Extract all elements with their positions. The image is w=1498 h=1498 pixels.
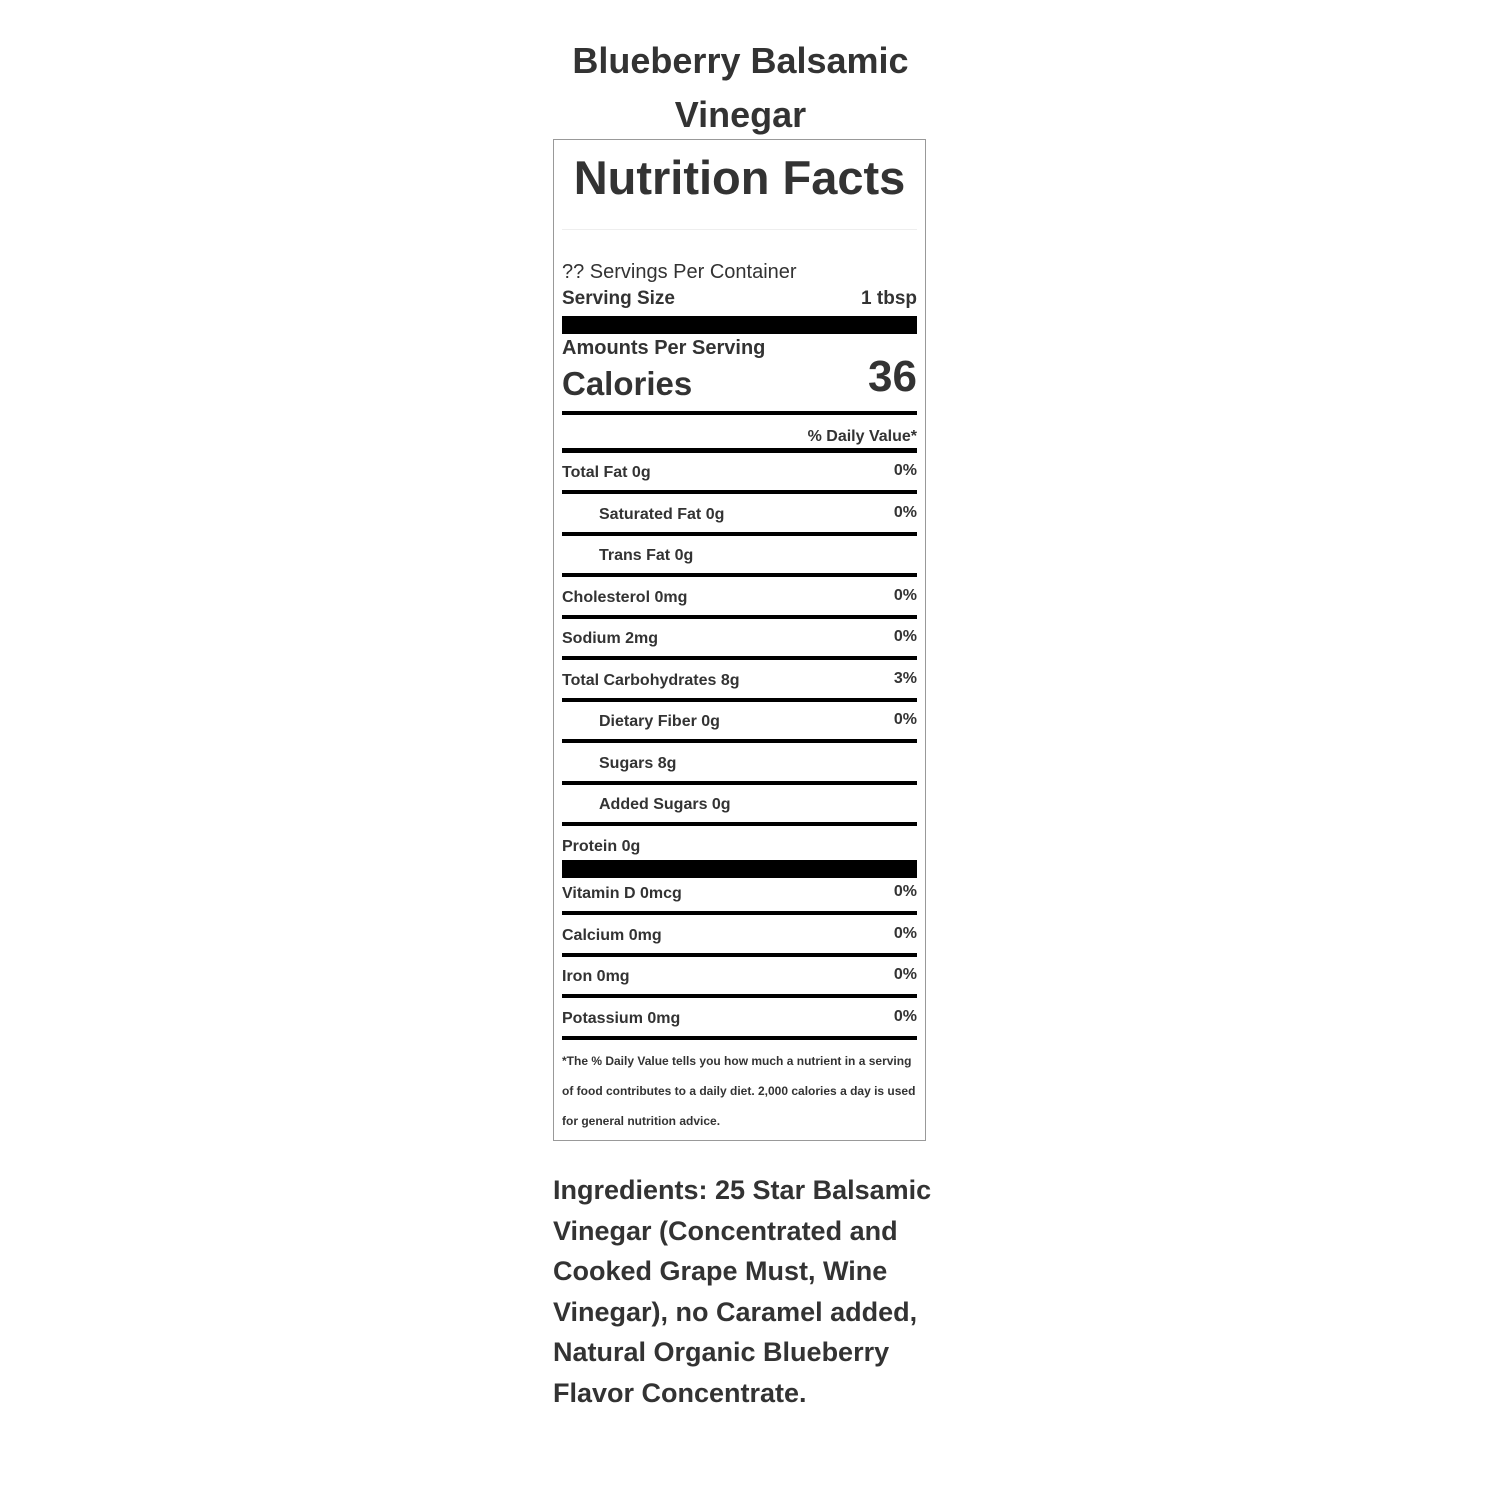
nutrient-daily-value: 0%	[893, 504, 917, 521]
nutrient-row	[562, 753, 917, 775]
nutrient-row	[562, 504, 917, 526]
thick-divider	[562, 316, 917, 334]
serving-size-row	[562, 287, 917, 311]
serving-size-value: 1 tbsp	[861, 288, 917, 309]
divider	[562, 656, 917, 660]
ingredients-text: Ingredients: 25 Star Balsamic Vinegar (Concentrated and Cooked Grape Must, Wine Vinegar), no Caramel added, Natural Organic Blueberry Flavor Concentrate.	[553, 1175, 932, 1408]
nutrient-name: Protein 0g	[562, 838, 641, 855]
daily-value-footnote: *The % Daily Value tells you how much a nutrient in a serving of food contributes to a daily diet. 2,000 calories a day is used for general nutrition advice.	[562, 1054, 916, 1128]
vitamin-row	[562, 1008, 917, 1030]
divider	[562, 1036, 917, 1040]
vitamin-daily-value: 0%	[893, 966, 917, 983]
vitamin-name: Potassium 0mg	[562, 1010, 681, 1027]
thick-divider	[562, 860, 917, 878]
divider	[562, 739, 917, 743]
daily-value-header: % Daily Value*	[807, 428, 917, 445]
nutrient-row	[562, 836, 917, 858]
nutrient-daily-value: 0%	[893, 462, 917, 479]
nutrient-row	[562, 628, 917, 650]
vitamin-name: Vitamin D 0mcg	[562, 885, 682, 902]
nutrient-name: Saturated Fat 0g	[599, 506, 725, 523]
vitamin-name: Iron 0mg	[562, 968, 630, 985]
nutrient-row	[562, 545, 917, 567]
divider	[562, 994, 917, 998]
divider	[562, 953, 917, 957]
divider	[562, 615, 917, 619]
vitamin-row	[562, 925, 917, 947]
divider	[562, 698, 917, 702]
nutrient-row	[562, 587, 917, 609]
nutrient-daily-value: 0%	[893, 711, 917, 728]
nutrient-name: Sugars 8g	[599, 755, 677, 772]
divider	[562, 490, 917, 494]
nutrition-facts-label	[553, 139, 926, 1141]
divider	[562, 911, 917, 915]
nutrient-row	[562, 711, 917, 733]
nutrient-name: Added Sugars 0g	[599, 796, 731, 813]
nutrient-row	[562, 794, 917, 816]
nutrient-name: Cholesterol 0mg	[562, 589, 688, 606]
nutrient-daily-value: 0%	[893, 587, 917, 604]
divider	[562, 229, 917, 230]
servings-per-container: ?? Servings Per Container	[562, 261, 797, 283]
serving-size-label: Serving Size	[562, 288, 675, 309]
nutrient-name: Sodium 2mg	[562, 630, 659, 647]
vitamin-daily-value: 0%	[893, 925, 917, 942]
calories-value: 36	[868, 352, 917, 401]
divider	[562, 822, 917, 826]
nutrient-row	[562, 670, 917, 692]
divider	[562, 781, 917, 785]
nutrient-daily-value: 3%	[893, 670, 917, 687]
product-title: Blueberry Balsamic Vinegar	[572, 40, 909, 135]
divider	[562, 532, 917, 536]
vitamin-name: Calcium 0mg	[562, 927, 662, 944]
nutrient-name: Total Carbohydrates 8g	[562, 672, 740, 689]
nutrient-daily-value: 0%	[893, 628, 917, 645]
vitamin-daily-value: 0%	[893, 1008, 917, 1025]
vitamin-row	[562, 966, 917, 988]
amounts-per-serving: Amounts Per Serving	[562, 337, 766, 359]
nutrient-name: Trans Fat 0g	[599, 547, 694, 564]
divider	[562, 448, 917, 453]
nutrient-name: Total Fat 0g	[562, 464, 651, 481]
nutrition-facts-heading: Nutrition Facts	[573, 151, 906, 204]
divider	[562, 573, 917, 577]
nutrient-row	[562, 462, 917, 484]
vitamin-row	[562, 883, 917, 905]
vitamin-daily-value: 0%	[893, 883, 917, 900]
calories-label: Calories	[562, 365, 693, 402]
divider	[562, 411, 917, 415]
nutrient-name: Dietary Fiber 0g	[599, 713, 720, 730]
